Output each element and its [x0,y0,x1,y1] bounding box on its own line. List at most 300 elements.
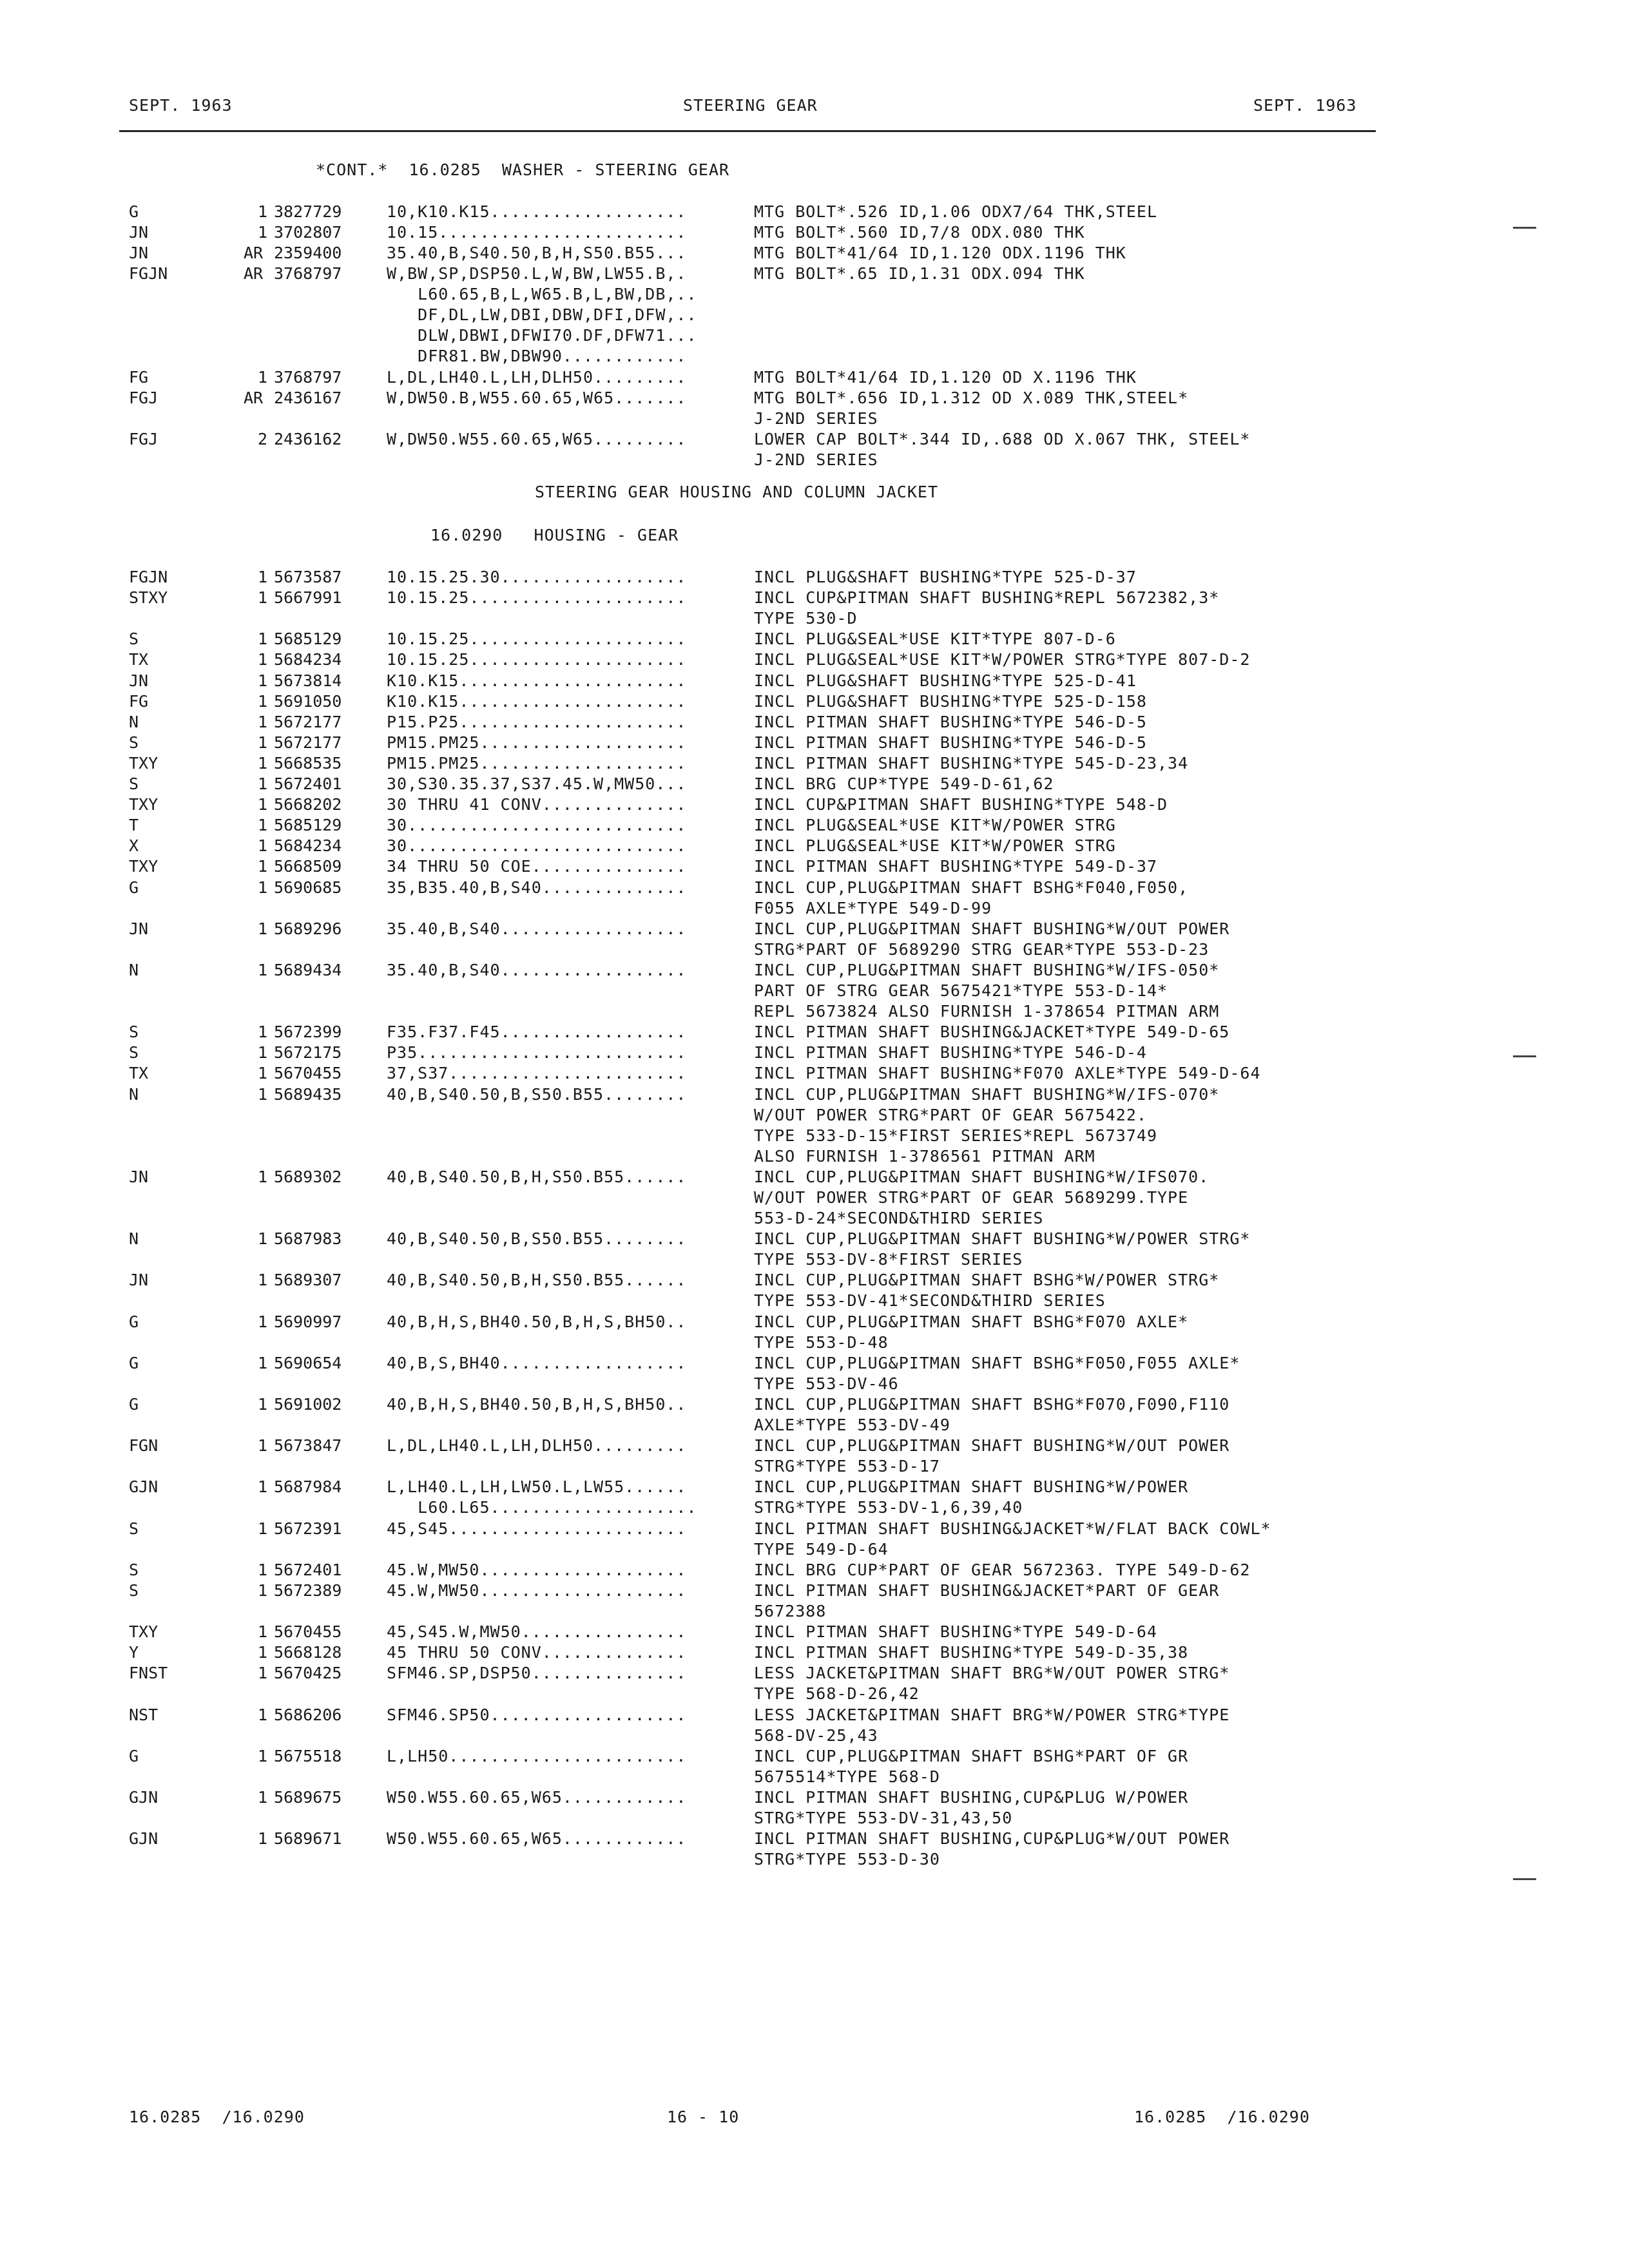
description-line: TYPE 568-D-26,42 [754,1684,920,1704]
application-line: P15.P25...................... [387,712,687,731]
part-number: 2359400 [274,244,342,263]
quantity: 1 [258,753,268,773]
part-description [754,878,1188,919]
part-number: 5668202 [274,795,342,814]
header-rule [119,130,1376,132]
part-description [754,1560,1250,1581]
part-description [754,649,1250,670]
quantity: 1 [258,1705,268,1724]
description-line: LESS JACKET&PITMAN SHAFT BRG*W/OUT POWER STRG* [754,1664,1230,1683]
description-line: INCL PLUG&SEAL*USE KIT*W/POWER STRG*TYPE 807-D-2 [754,650,1251,669]
application-models [387,671,687,691]
description-line: REPL 5673824 ALSO FURNISH 1-378654 PITMAN ARM [754,1001,1220,1021]
part-number: 5685129 [274,629,342,649]
quantity: 1 [258,691,268,711]
description-line: INCL CUP,PLUG&PITMAN SHAFT BUSHING*W/IFS-070* [754,1084,1220,1104]
description-line: INCL CUP&PITMAN SHAFT BUSHING*TYPE 548-D [754,795,1168,814]
quantity: 1 [258,568,268,586]
model-code: N [129,960,139,979]
part-number: 5670455 [274,1622,342,1642]
part-description [754,1829,1229,1870]
part-number: 5689302 [274,1167,342,1186]
header-left-date: SEPT. 1963 [129,96,233,115]
application-models [387,733,687,753]
quantity: 1 [258,588,268,608]
quantity: 1 [258,650,268,669]
application-line: 37,S37....................... [387,1064,687,1083]
model-code: G [129,1312,139,1331]
part-description [754,1229,1250,1270]
part-number: 5672391 [274,1519,342,1538]
application-line: L60.L65.................... [387,1498,697,1517]
application-line: L,LH50....................... [387,1746,687,1765]
model-code: JN [129,223,149,242]
description-line: STRG*TYPE 553-D-30 [754,1850,940,1869]
application-line: 10,K10.K15................... [387,202,687,221]
description-line: INCL PITMAN SHAFT BUSHING&JACKET*PART OF GEAR [754,1581,1220,1600]
part-number: 5689675 [274,1787,342,1807]
part-number: 5689296 [274,919,342,938]
application-models [387,264,697,367]
model-code: S [129,774,139,793]
application-line: 10.15.25..................... [387,588,687,608]
quantity: 1 [258,712,268,731]
quantity: AR [244,264,264,284]
quantity: 1 [258,816,268,835]
application-models [387,1229,687,1249]
description-line: INCL CUP,PLUG&PITMAN SHAFT BSHG*PART OF GR [754,1746,1189,1765]
application-models [387,588,687,608]
part-description [754,1084,1219,1167]
part-description [754,1063,1261,1084]
application-models [387,1663,687,1684]
description-line: INCL CUP,PLUG&PITMAN SHAFT BSHG*F070,F090,F110 [754,1395,1230,1414]
description-line: INCL CUP,PLUG&PITMAN SHAFT BUSHING*W/POWER STRG* [754,1229,1251,1249]
model-code: G [129,878,139,897]
model-code: GJN [129,1477,159,1497]
description-line: INCL CUP,PLUG&PITMAN SHAFT BSHG*F070 AXLE* [754,1312,1189,1331]
quantity: 2 [258,430,268,449]
model-code: G [129,1353,139,1372]
model-code: N [129,712,139,731]
part-number: 5670425 [274,1664,342,1683]
model-code: Y [129,1643,139,1662]
model-code: TXY [129,795,159,814]
part-number: 5668535 [274,753,342,773]
description-line: INCL PITMAN SHAFT BUSHING,CUP&PLUG W/POWER [754,1787,1189,1807]
model-code: S [129,733,139,752]
part-description [754,712,1147,733]
model-code: N [129,1229,139,1249]
description-line: INCL PLUG&SHAFT BUSHING*TYPE 525-D-158 [754,691,1147,711]
description-line: MTG BOLT*.526 ID,1.06 ODX7/64 THK,STEEL [754,202,1157,221]
part-description [754,1581,1219,1622]
description-line: INCL PITMAN SHAFT BUSHING*TYPE 549-D-37 [754,857,1157,876]
quantity: 1 [258,1829,268,1849]
application-line: L,LH40.L,LH,LW50.L,LW55...... [387,1477,687,1497]
part-number: 5672177 [274,733,342,752]
model-code: FGJ [129,388,159,407]
application-line: W50.W55.60.65,W65............ [387,1829,687,1849]
application-line: 35.40,B,S40.................. [387,919,687,938]
application-line: L,DL,LH40.L,LH,DLH50......... [387,1436,687,1456]
quantity: AR [244,244,264,263]
part-number: 5690997 [274,1312,342,1331]
header-title: STEERING GEAR [683,96,818,115]
application-models [387,919,687,939]
quantity: 1 [258,223,268,242]
application-line: 35,B35.40,B,S40.............. [387,878,687,897]
part-description [754,1270,1219,1311]
application-models [387,1829,687,1849]
quantity: 1 [258,1560,268,1579]
model-code: STXY [129,588,168,608]
application-line: DF,DL,LW,DBI,DBW,DFI,DFW,.. [387,305,697,325]
quantity: 1 [258,857,268,876]
part-description [754,1022,1229,1043]
model-code: JN [129,1167,149,1186]
application-line: PM15.PM25.................... [387,733,687,752]
model-code: JN [129,671,149,690]
part-description [754,919,1229,960]
application-line: DFR81.BW,DBW90............ [387,347,687,366]
description-line: INCL CUP,PLUG&PITMAN SHAFT BUSHING*W/OUT POWER [754,919,1230,938]
description-line: INCL PLUG&SEAL*USE KIT*W/POWER STRG [754,836,1116,856]
quantity: 1 [258,1581,268,1600]
description-line: W/OUT POWER STRG*PART OF GEAR 5675422. [754,1105,1147,1124]
quantity: 1 [258,1043,268,1062]
description-line: INCL PITMAN SHAFT BUSHING*TYPE 549-D-64 [754,1622,1157,1642]
part-description [754,567,1137,588]
quantity: 1 [258,1064,268,1083]
description-line: J-2ND SERIES [754,408,878,428]
application-models [387,1560,687,1581]
application-line: 40,B,S40.50,B,H,S50.B55...... [387,1271,687,1290]
part-description [754,1043,1147,1063]
application-models [387,794,687,815]
part-description [754,794,1168,815]
application-models [387,1043,687,1063]
model-code: FG [129,367,149,387]
quantity: 1 [258,1353,268,1372]
part-number: 5689671 [274,1829,342,1849]
application-models [387,1436,687,1456]
part-description [754,388,1188,429]
application-line: 45,S45....................... [387,1519,687,1538]
model-code: N [129,1084,139,1104]
application-line: DLW,DBWI,DFWI70.DF,DFW71... [387,326,697,345]
model-code: JN [129,919,149,938]
application-models [387,856,687,877]
part-number: 3827729 [274,202,342,221]
section-heading: STEERING GEAR HOUSING AND COLUMN JACKET [535,483,938,501]
application-line: K10.K15...................... [387,691,687,711]
application-line: 30........................... [387,816,687,835]
application-line: 40,B,S,BH40.................. [387,1353,687,1372]
part-description [754,1746,1188,1787]
model-code: TX [129,1064,149,1083]
model-code: S [129,1519,139,1538]
application-line: 40,B,S40.50,B,H,S50.B55...... [387,1167,687,1186]
description-line: TYPE 553-DV-8*FIRST SERIES [754,1250,1023,1269]
quantity: 1 [258,1787,268,1807]
part-description [754,774,1054,794]
section-title-housing: 16.0290 HOUSING - GEAR [430,526,679,544]
part-number: 2436167 [274,388,342,407]
part-description [754,1436,1229,1477]
description-line: INCL PLUG&SHAFT BUSHING*TYPE 525-D-41 [754,671,1137,690]
part-description [754,1622,1157,1642]
part-number: 5672401 [274,1560,342,1579]
description-line: STRG*TYPE 553-DV-1,6,39,40 [754,1498,1023,1517]
part-number: 5691050 [274,691,342,711]
application-models [387,1787,687,1808]
model-code: X [129,836,139,856]
model-code: NST [129,1705,159,1724]
part-description [754,1312,1188,1353]
quantity: 1 [258,878,268,897]
application-models [387,222,687,243]
application-models [387,629,687,649]
description-line: TYPE 553-D-48 [754,1332,889,1352]
description-line: INCL CUP&PITMAN SHAFT BUSHING*REPL 5672382,3* [754,588,1220,608]
part-number: 5672175 [274,1043,342,1062]
application-models [387,429,687,450]
application-models [387,649,687,670]
description-line: INCL PITMAN SHAFT BUSHING&JACKET*TYPE 549-D-65 [754,1023,1230,1042]
quantity: 1 [258,1167,268,1186]
application-models [387,878,687,898]
application-line: 45.W,MW50.................... [387,1581,687,1600]
model-code: G [129,1395,139,1414]
application-models [387,567,687,588]
model-code: TXY [129,857,159,876]
part-number: 5690654 [274,1353,342,1372]
part-number: 3702807 [274,223,342,242]
part-description [754,202,1157,222]
description-line: 553-D-24*SECOND&THIRD SERIES [754,1208,1044,1227]
description-line: INCL PITMAN SHAFT BUSHING*TYPE 546-D-5 [754,733,1147,752]
margin-mark [1513,227,1536,229]
description-line: INCL BRG CUP*TYPE 549-D-61,62 [754,774,1054,793]
model-code: T [129,816,139,835]
description-line: INCL PITMAN SHAFT BUSHING*TYPE 546-D-4 [754,1043,1147,1062]
quantity: 1 [258,1477,268,1497]
application-line: 30,S30.35.37,S37.45.W,MW50... [387,774,687,793]
quantity: 1 [258,1229,268,1249]
quantity: 1 [258,795,268,814]
application-line: P35.......................... [387,1043,687,1062]
part-description [754,243,1126,264]
application-line: 10.15........................ [387,223,687,242]
description-line: MTG BOLT*.656 ID,1.312 OD X.089 THK,STEEL* [754,388,1189,407]
part-description [754,1394,1229,1436]
application-line: W,DW50.B,W55.60.65,W65....... [387,388,687,407]
description-line: MTG BOLT*.560 ID,7/8 ODX.080 THK [754,223,1085,242]
part-description [754,222,1085,243]
description-line: INCL PLUG&SEAL*USE KIT*W/POWER STRG [754,816,1116,835]
part-number: 5690685 [274,878,342,897]
description-line: INCL PITMAN SHAFT BUSHING&JACKET*W/FLAT BACK COWL* [754,1519,1271,1538]
part-description [754,264,1085,284]
part-description [754,753,1188,774]
part-number: 5668128 [274,1643,342,1662]
description-line: INCL PLUG&SEAL*USE KIT*TYPE 807-D-6 [754,629,1116,649]
model-code: S [129,1560,139,1579]
application-line: PM15.PM25.................... [387,753,687,773]
part-number: 5670455 [274,1064,342,1083]
quantity: 1 [258,733,268,752]
quantity: 1 [258,960,268,979]
quantity: 1 [258,671,268,690]
model-code: S [129,1023,139,1042]
part-description [754,1477,1188,1518]
model-code: FGJ [129,430,159,449]
part-number: 3768797 [274,367,342,387]
application-line: 40,B,S40.50,B,S50.B55........ [387,1084,687,1104]
part-description [754,1353,1240,1394]
application-line: 40,B,H,S,BH40.50,B,H,S,BH50.. [387,1395,687,1414]
part-number: 5672177 [274,712,342,731]
part-number: 5685129 [274,816,342,835]
description-line: INCL CUP,PLUG&PITMAN SHAFT BUSHING*W/OUT POWER [754,1436,1230,1456]
part-number: 5675518 [274,1746,342,1765]
quantity: 1 [258,919,268,938]
description-line: 5672388 [754,1601,827,1620]
description-line: MTG BOLT*41/64 ID,1.120 OD X.1196 THK [754,367,1137,387]
quantity: 1 [258,1312,268,1331]
description-line: INCL CUP,PLUG&PITMAN SHAFT BUSHING*W/IFS-050* [754,960,1220,979]
description-line: STRG*TYPE 553-DV-31,43,50 [754,1808,1013,1827]
part-number: 5689435 [274,1084,342,1104]
part-description [754,588,1219,629]
model-code: TXY [129,1622,159,1642]
application-line: 30 THRU 41 CONV.............. [387,795,687,814]
part-number: 5673847 [274,1436,342,1456]
model-code: GJN [129,1829,159,1849]
application-models [387,388,687,408]
part-description [754,367,1137,388]
part-number: 5672401 [274,774,342,793]
margin-mark [1513,1878,1536,1880]
part-number: 5684234 [274,836,342,856]
quantity: 1 [258,1023,268,1042]
footer-left-index: 16.0285 /16.0290 [129,2108,305,2126]
application-line: 45.W,MW50.................... [387,1560,687,1579]
part-number: 2436162 [274,430,342,449]
application-line: K10.K15...................... [387,671,687,690]
application-line: 45 THRU 50 CONV.............. [387,1643,687,1662]
quantity: 1 [258,1746,268,1765]
model-code: S [129,1043,139,1062]
quantity: 1 [258,836,268,856]
model-code: FGN [129,1436,159,1456]
description-line: INCL CUP,PLUG&PITMAN SHAFT BUSHING*W/IFS070. [754,1167,1210,1186]
description-line: INCL CUP,PLUG&PITMAN SHAFT BSHG*F040,F050, [754,878,1189,897]
description-line: J-2ND SERIES [754,450,878,470]
description-line: F055 AXLE*TYPE 549-D-99 [754,898,992,918]
application-line: 10.15.25..................... [387,650,687,669]
part-number: 5691002 [274,1395,342,1414]
quantity: 1 [258,1519,268,1538]
part-number: 5673587 [274,568,342,586]
part-description [754,815,1116,836]
description-line: INCL BRG CUP*PART OF GEAR 5672363. TYPE 549-D-62 [754,1560,1251,1579]
description-line: INCL PITMAN SHAFT BUSHING*F070 AXLE*TYPE 549-D-64 [754,1064,1261,1083]
model-code: GJN [129,1787,159,1807]
description-line: MTG BOLT*41/64 ID,1.120 ODX.1196 THK [754,244,1126,263]
description-line: INCL PITMAN SHAFT BUSHING*TYPE 546-D-5 [754,712,1147,731]
part-number: 5672389 [274,1581,342,1600]
part-description [754,856,1157,877]
application-models [387,753,687,774]
part-description [754,1705,1229,1746]
part-description [754,1642,1188,1663]
description-line: INCL CUP,PLUG&PITMAN SHAFT BUSHING*W/POWER [754,1477,1189,1497]
application-line: L60.65,B,L,W65.B,L,BW,DB,.. [387,285,697,304]
part-description [754,1787,1188,1829]
part-description [754,629,1116,649]
application-line: 35.40,B,S40.50,B,H,S50.B55... [387,244,687,263]
description-line: INCL CUP,PLUG&PITMAN SHAFT BSHG*F050,F055 AXLE* [754,1353,1240,1372]
application-models [387,960,687,981]
application-line: 40,B,S40.50,B,S50.B55........ [387,1229,687,1249]
margin-mark [1513,1055,1536,1057]
quantity: 1 [258,1622,268,1642]
quantity: 1 [258,1271,268,1290]
application-models [387,836,687,856]
application-models [387,1084,687,1105]
part-number: 5673814 [274,671,342,690]
quantity: 1 [258,1664,268,1683]
quantity: 1 [258,1436,268,1456]
application-models [387,1022,687,1043]
application-models [387,1270,687,1291]
quantity: AR [244,388,264,407]
description-line: 568-DV-25,43 [754,1725,878,1745]
description-line: TYPE 553-DV-46 [754,1374,899,1393]
application-models [387,1622,687,1642]
quantity: 1 [258,1643,268,1662]
part-number: 5689307 [274,1271,342,1290]
part-description [754,1663,1229,1704]
application-models [387,367,687,388]
quantity: 1 [258,1084,268,1104]
quantity: 1 [258,367,268,387]
model-code: S [129,1581,139,1600]
application-models [387,1312,687,1332]
application-line: SFM46.SP50................... [387,1705,687,1724]
model-code: JN [129,1271,149,1290]
part-number: 5667991 [274,588,342,608]
application-models [387,1581,687,1601]
model-code: S [129,629,139,649]
application-models [387,1519,687,1539]
application-line: 45,S45.W,MW50................ [387,1622,687,1642]
part-description [754,960,1219,1022]
application-line: F35.F37.F45.................. [387,1023,687,1042]
part-description [754,671,1137,691]
model-code: G [129,1746,139,1765]
application-line: W,DW50.W55.60.65,W65......... [387,430,687,449]
application-models [387,1705,687,1725]
description-line: INCL CUP,PLUG&PITMAN SHAFT BSHG*W/POWER STRG* [754,1271,1220,1290]
part-description [754,836,1116,856]
section-title-washer: *CONT.* 16.0285 WASHER - STEERING GEAR [316,160,730,179]
footer-page-number: 16 - 10 [667,2108,740,2126]
application-line: W,BW,SP,DSP50.L,W,BW,LW55.B,. [387,264,687,284]
description-line: AXLE*TYPE 553-DV-49 [754,1416,950,1434]
